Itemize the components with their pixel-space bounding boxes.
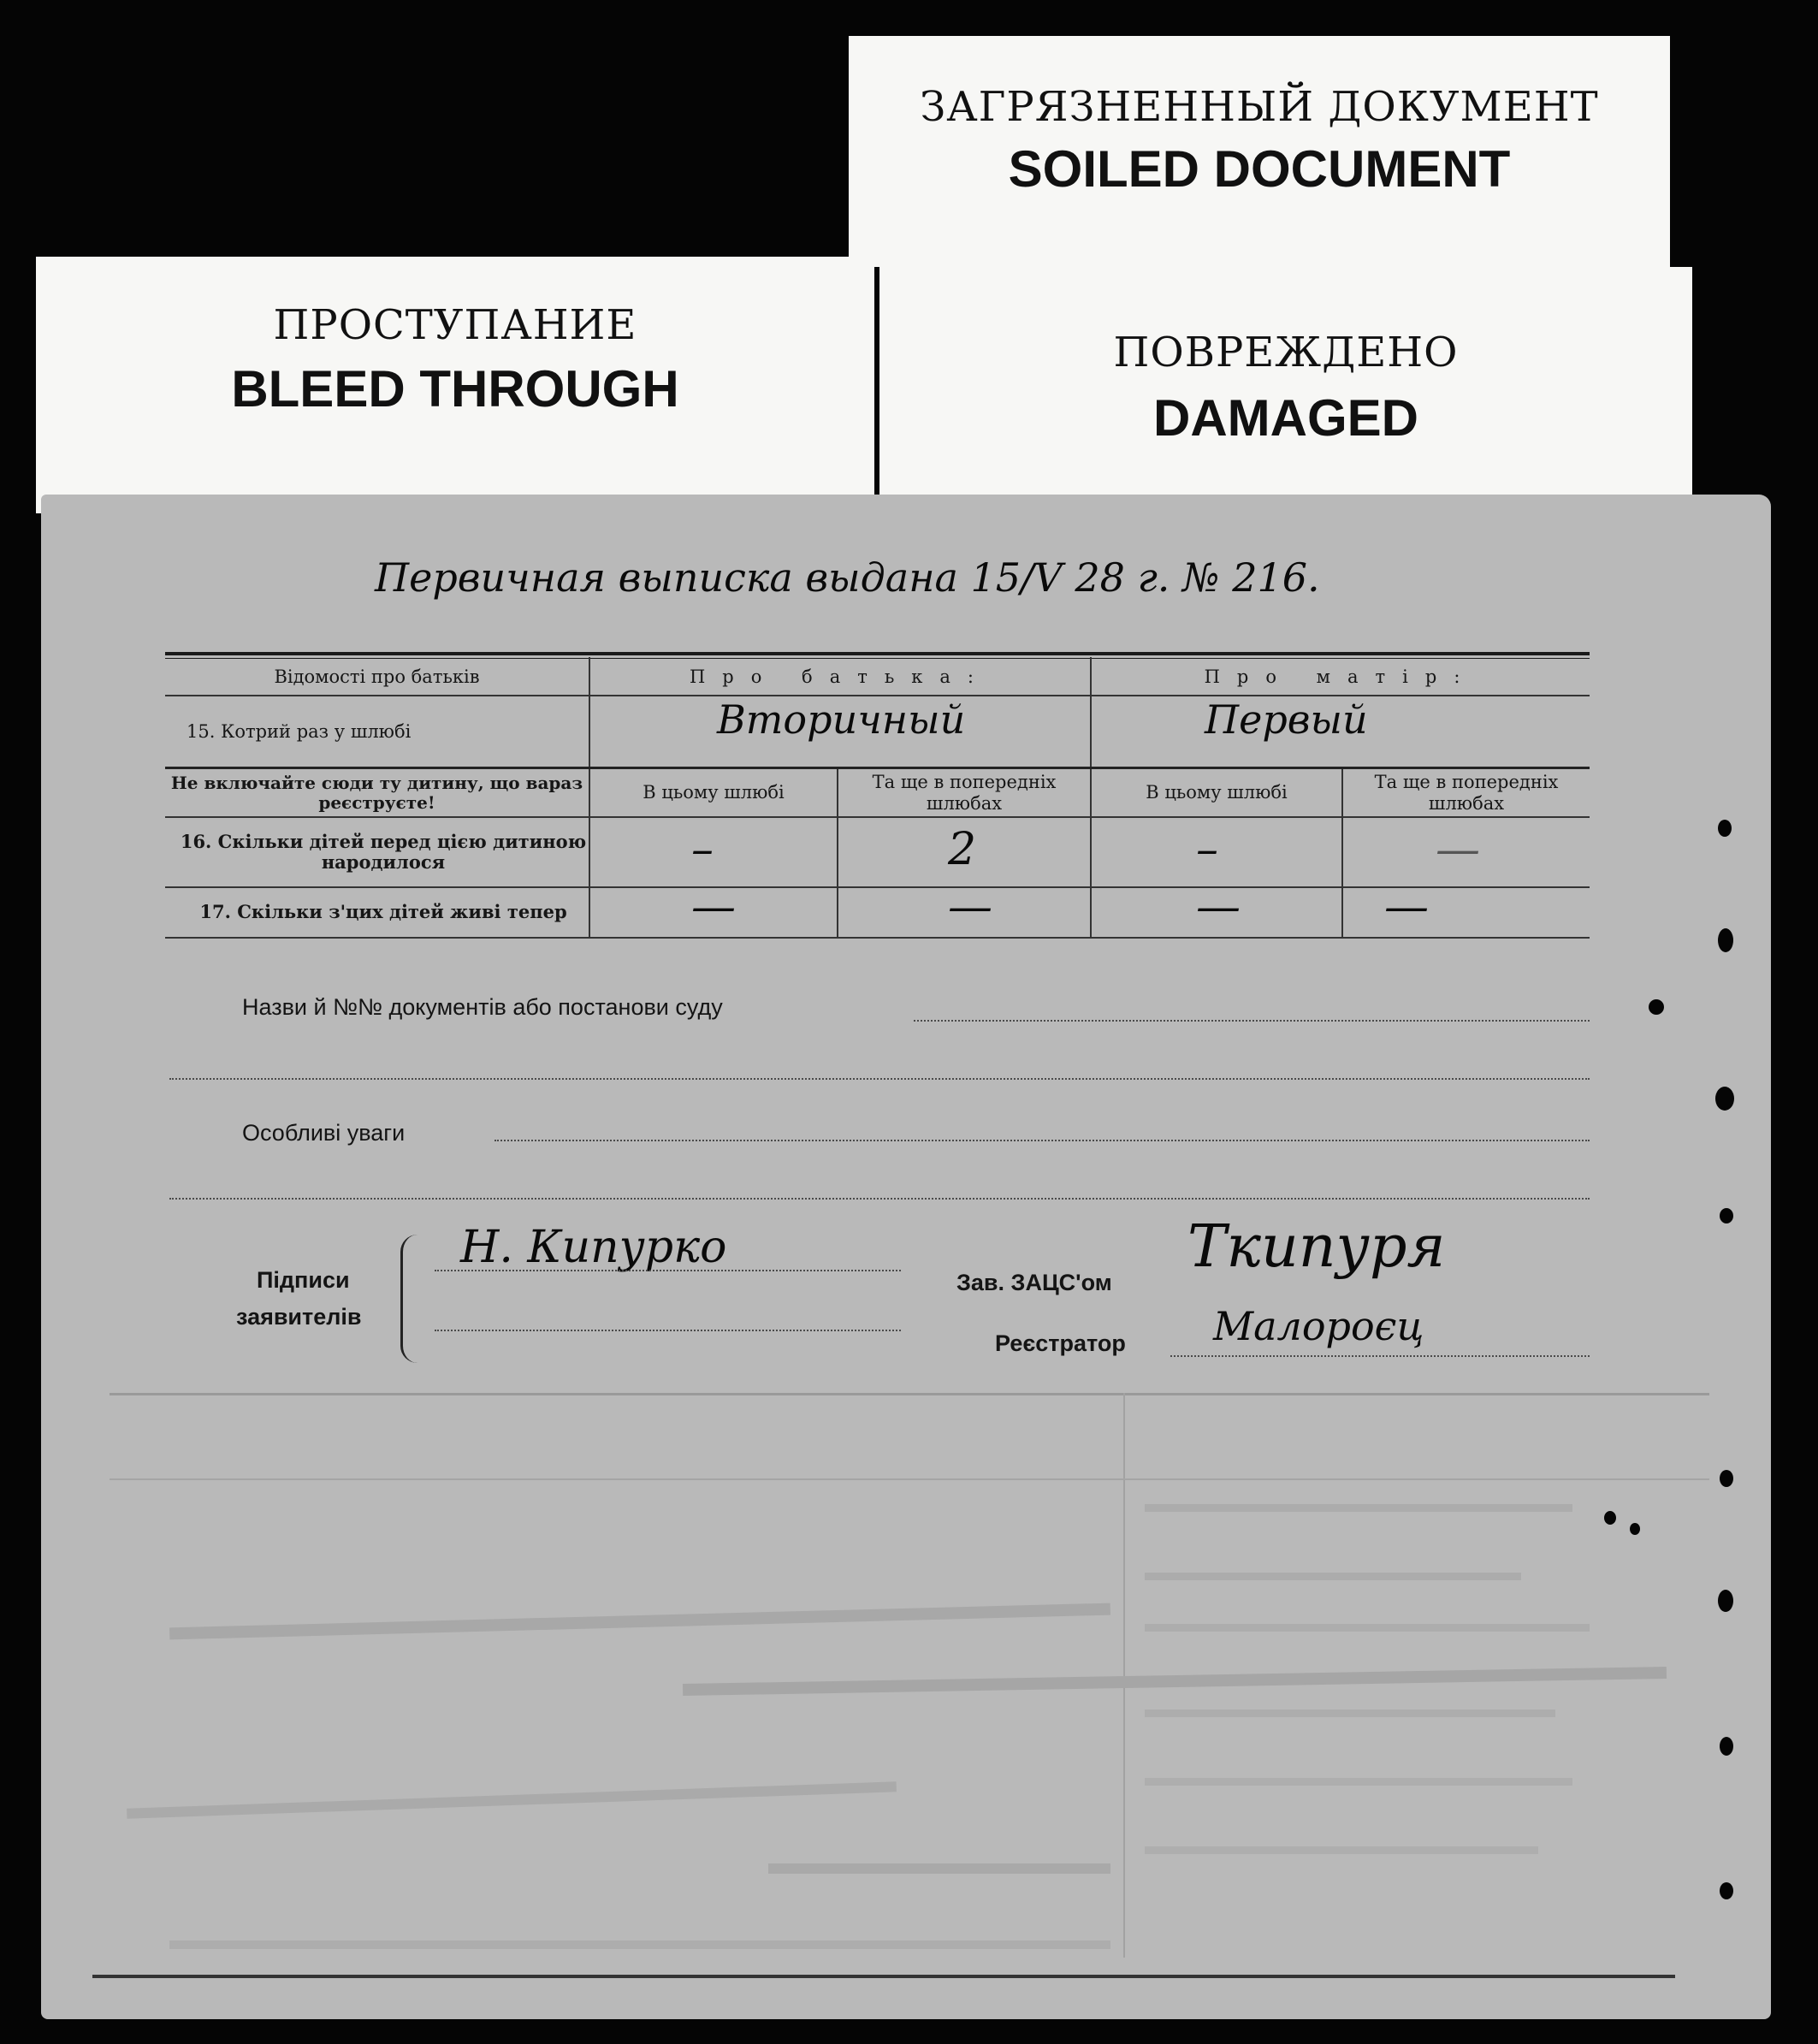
head-parents-info: Відомості про батьків xyxy=(274,666,480,687)
bleed-tag-russian: ПРОСТУПАНИЕ xyxy=(273,301,637,349)
remarks-line-1 xyxy=(494,1140,1590,1141)
registrar-signature: Малороєц xyxy=(1213,1303,1424,1349)
remarks-line-2 xyxy=(169,1198,1590,1200)
row-line-17 xyxy=(165,937,1590,939)
row16-mother-prev: — xyxy=(1436,824,1480,875)
row17-father-prev: — xyxy=(948,881,992,933)
soiled-document-tag xyxy=(849,36,1670,267)
head-mother: Про матір: xyxy=(1204,666,1477,687)
damaged-tag-english: DAMAGED xyxy=(1153,389,1418,447)
registrar-sign-line xyxy=(1170,1355,1590,1357)
extract-note: Первичная выписка выдана 15/V 28 г. № 216. xyxy=(375,554,1320,601)
documents-label: Назви й №№ документів або постанови суду xyxy=(242,994,723,1020)
row17-mother-prev: — xyxy=(1384,881,1429,933)
subhead-mother-prev: Та ще в попередніх шлюбах xyxy=(1374,772,1559,814)
row15-mother-value: Первый xyxy=(1205,696,1368,743)
soiled-tag-russian: ЗАГРЯЗНЕННЫЙ ДОКУМЕНТ xyxy=(920,83,1599,131)
applicant-sign-line-2 xyxy=(435,1330,901,1331)
row15-father-value: Вторичный xyxy=(717,696,966,743)
soiled-tag-english: SOILED DOCUMENT xyxy=(1008,140,1511,198)
row15-label: 15. Котрий раз у шлюбі xyxy=(187,720,412,742)
subhead-mother-this: В цьому шлюбі xyxy=(1146,782,1288,803)
row17-label: 17. Скільки з'цих дітей живі тепер xyxy=(199,901,567,923)
registrar-label: Реєстратор xyxy=(995,1330,1126,1356)
row17-father-this: — xyxy=(691,881,736,933)
documents-line-2 xyxy=(169,1078,1590,1080)
row16-label: 16. Скільки дітей перед цією дитиною народилося xyxy=(180,830,587,873)
head-zags-label: Зав. ЗАЦС'ом xyxy=(956,1270,1112,1295)
subhead-father-prev: Та ще в попередніх шлюбах xyxy=(872,772,1057,814)
head-father: Про батька: xyxy=(689,666,991,687)
applicant-sign-line-1 xyxy=(435,1270,901,1271)
bleed-tag-english: BLEED THROUGH xyxy=(231,360,679,418)
applicants-brace xyxy=(400,1235,418,1363)
table-top-rule xyxy=(165,652,1590,655)
damaged-tag xyxy=(879,267,1692,511)
row17-mother-this: — xyxy=(1196,881,1241,933)
applicant-signature: Н. Кипурко xyxy=(460,1222,727,1273)
documents-line-1 xyxy=(914,1020,1590,1022)
registry-form-page xyxy=(41,495,1771,2019)
head-zags-signature: Ткипуря xyxy=(1187,1213,1446,1281)
applicants-label-1: Підписи xyxy=(257,1267,350,1293)
row16-father-prev: 2 xyxy=(948,824,977,875)
remarks-label: Особливі уваги xyxy=(242,1120,406,1146)
row16-mother-this: – xyxy=(1196,824,1218,875)
subhead-note: Не включайте сюди ту дитину, що вараз реєструєте! xyxy=(170,772,583,813)
row16-father-this: – xyxy=(691,824,714,875)
bleed-through-tag xyxy=(36,257,874,513)
applicants-label-2: заявителів xyxy=(236,1304,362,1330)
damaged-tag-russian: ПОВРЕЖДЕНО xyxy=(1113,329,1459,376)
subhead-father-this: В цьому шлюбі xyxy=(643,782,785,803)
